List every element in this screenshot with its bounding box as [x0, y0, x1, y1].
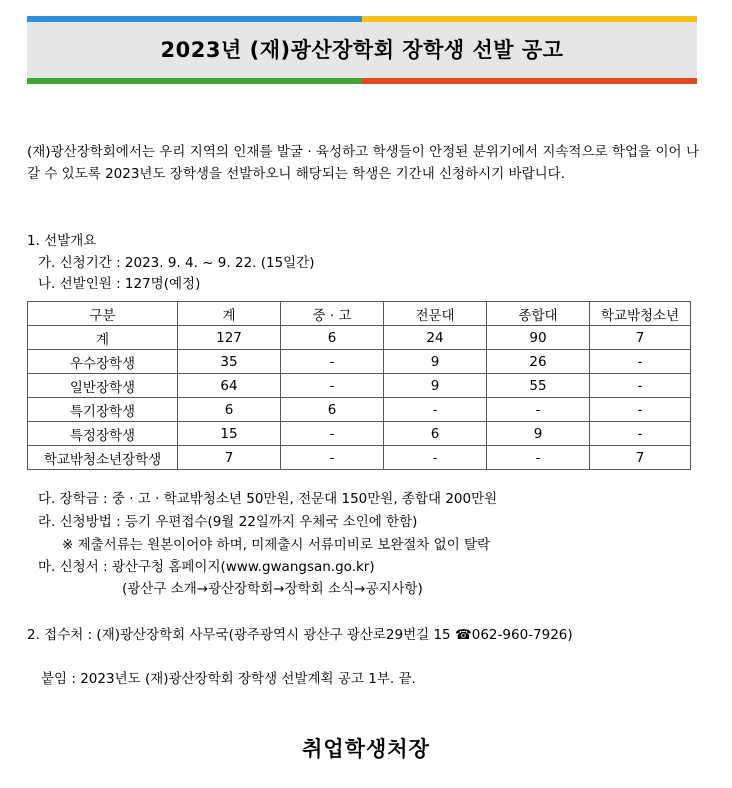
row-label-cell: 학교밖청소년장학생	[28, 446, 178, 470]
row-label-cell: 일반장학생	[28, 374, 178, 398]
table-cell: 6	[281, 398, 384, 422]
signature: 취업학생처장	[302, 737, 430, 761]
intro-paragraph: (재)광산장학회에서는 우리 지역의 인재를 발굴 · 육성하고 학생들이 안정된 분위기에서 지속적으로 학업을 이어 나갈 수 있도록 2023년도 장학생을 선발하오니 해당되는 학생은 기간내 신청하시기 바랍니다.	[27, 144, 699, 182]
table-cell: 127	[178, 326, 281, 350]
application-period: 가. 신청기간 : 2023. 9. 4. ~ 9. 22. (15일간)	[38, 255, 315, 271]
table-cell: 24	[384, 326, 487, 350]
table-cell: -	[281, 422, 384, 446]
table-header: 구분	[28, 302, 178, 326]
table-cell: 26	[487, 350, 590, 374]
row-label-cell: 계	[28, 326, 178, 350]
table-cell: 55	[487, 374, 590, 398]
table-row	[28, 326, 691, 350]
table-cell: -	[281, 350, 384, 374]
table-row	[28, 446, 691, 470]
document-note: ※ 제출서류는 원본이어야 하며, 미제출시 서류미비로 보완절차 없이 탈락	[62, 537, 491, 553]
application-form: 마. 신청서 : 광산구청 홈페이지(www.gwangsan.go.kr)	[38, 559, 375, 575]
table-cell: 35	[178, 350, 281, 374]
table-cell: -	[281, 446, 384, 470]
section1-heading: 1. 선발개요	[27, 233, 97, 249]
table-cell: -	[590, 422, 691, 446]
table-header: 학교밖청소년	[590, 302, 691, 326]
table-row	[28, 350, 691, 374]
table-cell: 7	[590, 326, 691, 350]
table-cell: 9	[487, 422, 590, 446]
table-cell: -	[487, 398, 590, 422]
table-row	[28, 398, 691, 422]
table-cell: 9	[384, 350, 487, 374]
title-bar-bottom-red	[362, 78, 697, 84]
table-cell: 90	[487, 326, 590, 350]
table-cell: 7	[178, 446, 281, 470]
table-header: 종합대	[487, 302, 590, 326]
table-cell: -	[487, 446, 590, 470]
table-cell: -	[384, 398, 487, 422]
row-label-cell: 특기장학생	[28, 398, 178, 422]
scholarship-amount: 다. 장학금 : 중 · 고 · 학교밖청소년 50만원, 전문대 150만원, 종합대 200만원	[38, 491, 498, 507]
table-cell: 6	[178, 398, 281, 422]
table-row	[28, 374, 691, 398]
table-cell: -	[590, 398, 691, 422]
table-header-row	[28, 302, 691, 326]
table-cell: -	[590, 374, 691, 398]
quota-table	[27, 301, 691, 470]
table-header: 전문대	[384, 302, 487, 326]
application-method: 라. 신청방법 : 등기 우편접수(9월 22일까지 우체국 소인에 한함)	[38, 514, 418, 530]
table-cell: 64	[178, 374, 281, 398]
row-label-cell: 특정장학생	[28, 422, 178, 446]
table-cell: -	[384, 446, 487, 470]
table-cell: -	[590, 350, 691, 374]
table-cell: 6	[281, 326, 384, 350]
reception-office: 2. 접수처 : (재)광산장학회 사무국(광주광역시 광산구 광산로29번길 15 ☎062-960-7926)	[27, 627, 573, 643]
table-cell: 9	[384, 374, 487, 398]
attachment-note: 붙임 : 2023년도 (재)광산장학회 장학생 선발계획 공고 1부. 끝.	[41, 671, 416, 687]
selection-count: 나. 선발인원 : 127명(예정)	[38, 276, 201, 292]
table-cell: 15	[178, 422, 281, 446]
row-label-cell: 우수장학생	[28, 350, 178, 374]
table-cell: 7	[590, 446, 691, 470]
table-cell: 6	[384, 422, 487, 446]
table-cell: -	[281, 374, 384, 398]
table-header: 중 · 고	[281, 302, 384, 326]
title-bar-bottom-green	[27, 78, 362, 84]
page-title: 2023년 (재)광산장학회 장학생 선발 공고	[160, 38, 564, 62]
form-path: (광산구 소개→광산장학회→장학회 소식→공지사항)	[122, 581, 423, 597]
table-header: 계	[178, 302, 281, 326]
table-row	[28, 422, 691, 446]
